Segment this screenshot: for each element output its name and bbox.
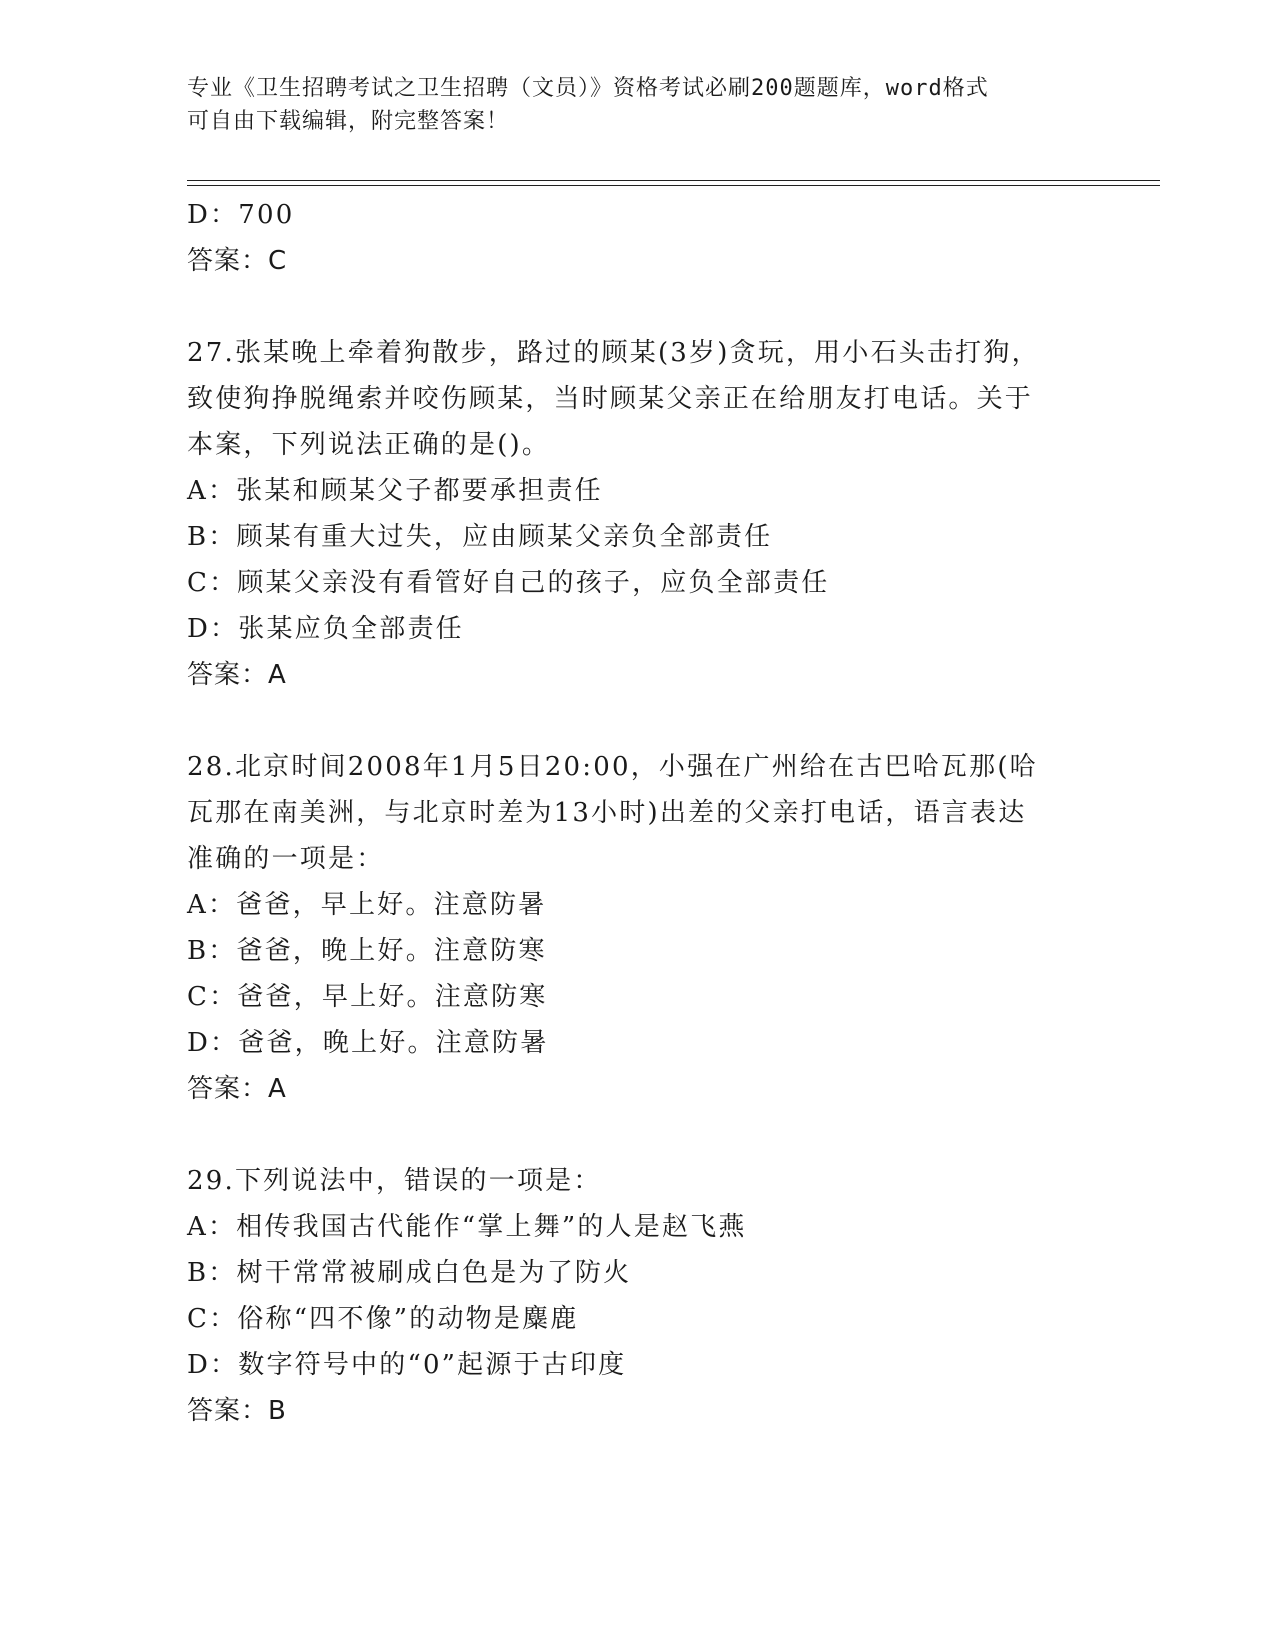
header-line-1: 专业《卫生招聘考试之卫生招聘（文员）》资格考试必刷200题题库，word格式 — [187, 76, 989, 101]
question-stem-line: 本案，下列说法正确的是()。 — [187, 430, 551, 460]
spacer — [187, 698, 1087, 744]
option-a: A：相传我国古代能作“掌上舞”的人是赵飞燕 — [187, 1212, 747, 1242]
previous-question-tail — [187, 192, 1087, 284]
answer-line: 答案：A — [187, 1074, 287, 1104]
question-stem-line: 致使狗挣脱绳索并咬伤顾某，当时顾某父亲正在给朋友打电话。关于 — [187, 384, 1034, 414]
question-27 — [187, 330, 1087, 698]
question-stem-line: 27.张某晚上牵着狗散步，路过的顾某(3岁)贪玩，用小石头击打狗， — [187, 338, 1040, 368]
question-stem-line: 28.北京时间2008年1月5日20:00，小强在广州给在古巴哈瓦那(哈 — [187, 752, 1038, 782]
option-d: D：张某应负全部责任 — [187, 614, 464, 644]
option-b: B：爸爸，晚上好。注意防寒 — [187, 936, 547, 966]
question-28 — [187, 744, 1087, 1112]
option-b: B：树干常常被刷成白色是为了防火 — [187, 1258, 632, 1288]
option-c: C：顾某父亲没有看管好自己的孩子，应负全部责任 — [187, 568, 830, 598]
option-d: D：700 — [187, 200, 295, 230]
answer-line: 答案：B — [187, 1396, 287, 1426]
option-a: A：爸爸，早上好。注意防暑 — [187, 890, 547, 920]
answer-line: 答案：A — [187, 660, 287, 690]
header-rule-top — [187, 180, 1160, 181]
question-stem-line: 瓦那在南美洲，与北京时差为13小时)出差的父亲打电话，语言表达 — [187, 798, 1027, 828]
option-c: C：爸爸，早上好。注意防寒 — [187, 982, 548, 1012]
question-29 — [187, 1158, 1087, 1434]
option-d: D：爸爸，晚上好。注意防暑 — [187, 1028, 549, 1058]
header-line-2: 可自由下载编辑，附完整答案！ — [187, 109, 510, 134]
option-d: D：数字符号中的“0”起源于古印度 — [187, 1350, 627, 1380]
option-b: B：顾某有重大过失，应由顾某父亲负全部责任 — [187, 522, 773, 552]
spacer — [187, 284, 1087, 330]
document-header — [187, 72, 1087, 138]
option-a: A：张某和顾某父子都要承担责任 — [187, 476, 603, 506]
question-stem-line: 29.下列说法中，错误的一项是： — [187, 1166, 602, 1196]
spacer — [187, 1112, 1087, 1158]
header-rule-bottom — [187, 185, 1160, 186]
question-stem-line: 准确的一项是： — [187, 844, 385, 874]
answer-line: 答案：C — [187, 246, 288, 276]
option-c: C：俗称“四不像”的动物是麋鹿 — [187, 1304, 579, 1334]
document-body — [187, 192, 1087, 1434]
